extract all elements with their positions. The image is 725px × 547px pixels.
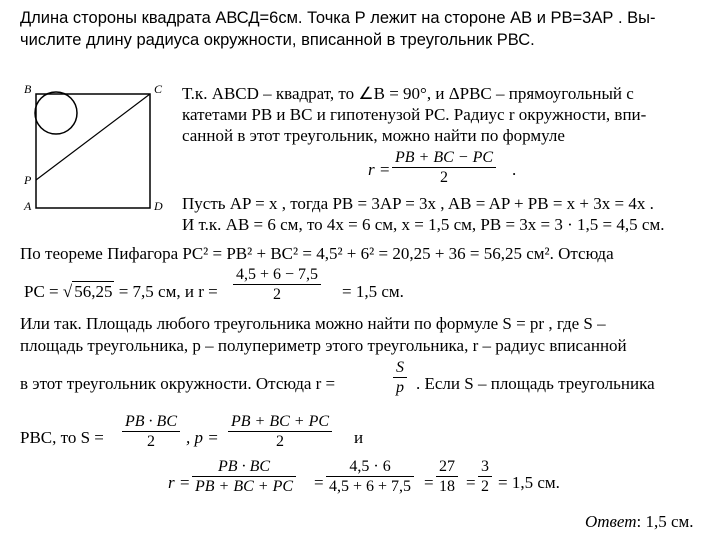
formula-7-numerator: 4,5 · 6 (349, 458, 391, 475)
answer-value: : 1,5 см. (636, 512, 694, 531)
formula-1-denominator: 2 (440, 169, 449, 186)
solution-line-3: санной в этот треугольник, можно найти по формуле (182, 126, 565, 145)
formula-1-end: . (512, 160, 517, 179)
formula-1-lhs: r = (368, 160, 391, 179)
formula-7-fraction (326, 457, 414, 496)
line-12-end: = 1,5 см. (498, 473, 560, 492)
solution-line-4: Пусть AP = x , тогда PB = 3AP = 3x , AB = AP + PB = x + 3x = 4x . (182, 194, 654, 213)
solution-line-8: Или так. Площадь любого треугольника можно найти по формуле S = pr , где S – (20, 314, 606, 333)
line-12-lhs: r = (168, 473, 191, 492)
formula-9-numerator: 3 (481, 458, 489, 475)
formula-5-numerator: PB + BC + PC (231, 413, 330, 430)
problem-line-2: числите длину радиуса окружности, вписанной в треугольник РВС. (20, 31, 535, 49)
line-11-and: и (354, 428, 364, 447)
line-11-p: , p = (186, 428, 219, 447)
formula-6-fraction (192, 457, 296, 496)
solution-line-6: По теореме Пифагора PC² = PB² + BC² = 4,5² + 6² = 20,25 + 36 = 56,25 см². Отсюда (20, 244, 614, 263)
square-figure (20, 80, 180, 215)
inscribed-circle (35, 92, 77, 134)
formula-3-denominator: p (396, 379, 404, 396)
solution-line-2: катетами PB и BC и гипотенузой PC. Радиус r окружности, впи- (182, 105, 647, 124)
label-b: B (24, 82, 32, 96)
line-7-middle: = 7,5 см, и r = (118, 282, 218, 301)
formula-2-fraction (233, 265, 321, 304)
formula-4-denominator: 2 (147, 433, 155, 450)
formula-2-numerator: 4,5 + 6 − 7,5 (236, 266, 319, 283)
sqrt-value: 56,25 (74, 282, 113, 301)
line-10-start: в этот треугольник окружности. Отсюда r = (20, 374, 336, 393)
solution-line-9: площадь треугольника, p – полупериметр этого треугольника, r – радиус вписанной (20, 336, 627, 355)
solution-line-5: И т.к. AB = 6 см, то 4x = 6 см, x = 1,5 см, PB = 3x = 3 · 1,5 = 4,5 см. (182, 215, 665, 234)
problem-line-1: Длина стороны квадрата АВСД=6см. Точка Р лежит на стороне АВ и РВ=3АР . Вы- (20, 9, 656, 27)
line-7-end: = 1,5 см. (342, 282, 404, 301)
line-11-start: PBC, то S = (20, 428, 104, 447)
formula-3-fraction (393, 358, 407, 397)
formula-6-numerator: PB · BC (218, 458, 271, 475)
formula-9-fraction (478, 457, 492, 496)
answer-label: Ответ (585, 512, 637, 531)
formula-1-fraction (392, 148, 496, 187)
line-12-eq3: = (466, 473, 476, 492)
label-c: C (154, 82, 163, 96)
formula-5-fraction (228, 412, 332, 451)
formula-8-numerator: 27 (439, 458, 455, 475)
line-10-end: . Если S – площадь треугольника (416, 374, 655, 393)
formula-7-denominator: 4,5 + 6 + 7,5 (329, 478, 412, 495)
formula-5-denominator: 2 (276, 433, 285, 450)
label-p: P (24, 173, 32, 187)
line-12-eq2: = (424, 473, 434, 492)
formula-1-numerator: PB + BC − PC (395, 149, 494, 166)
label-a: A (24, 199, 32, 213)
formula-4-fraction (122, 412, 180, 451)
answer (585, 512, 694, 532)
formula-2-denominator: 2 (273, 286, 282, 303)
formula-9-denominator: 2 (481, 478, 489, 495)
formula-3-numerator: S (396, 359, 404, 376)
line-12-eq1: = (314, 473, 324, 492)
square-abcd (36, 94, 150, 208)
sqrt-prefix: PC = √ (24, 282, 73, 301)
segment-pc (36, 94, 150, 180)
formula-8-denominator: 18 (439, 478, 455, 495)
formula-8-fraction (436, 457, 458, 496)
solution-line-1: Т.к. ABCD – квадрат, то ∠B = 90°, и ΔPBC – прямоугольный с (182, 84, 634, 103)
formula-4-numerator: PB · BC (125, 413, 177, 430)
formula-6-denominator: PB + BC + PC (195, 478, 294, 495)
solution-line-7a (24, 282, 218, 302)
label-d: D (154, 199, 163, 213)
